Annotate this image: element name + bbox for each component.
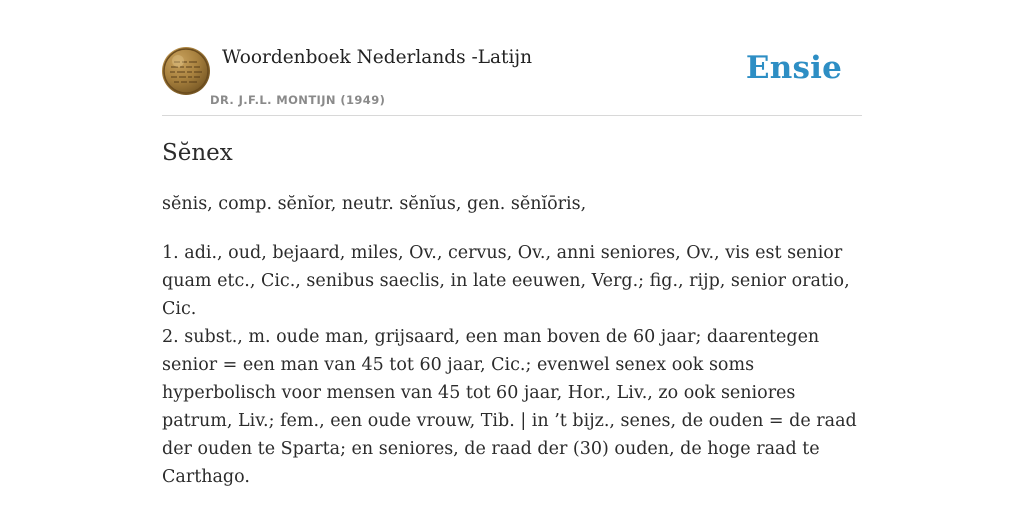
entry-definition (162, 239, 862, 491)
entry-title: Sĕnex (162, 140, 233, 166)
latin-inscription-coin-icon[interactable] (162, 47, 210, 95)
dictionary-author: DR. J.F.L. MONTIJN (1949) (210, 93, 386, 107)
definition-sense-1: 1. adi., oud, bejaard, miles, Ov., cervus, Ov., anni seniores, Ov., vis est senior quam etc., Cic., senibus saeclis, in late eeuwen, Verg.; fig., rijp, senior oratio, Cic. (162, 243, 850, 319)
dictionary-header (162, 0, 862, 116)
definition-sense-2: 2. subst., m. oude man, grijsaard, een man boven de 60 jaar; daarentegen senior = een man van 45 tot 60 jaar, Cic.; evenwel senex ook soms hyperbolisch voor mensen van 45 tot 60 jaar, Hor., Liv., zo ook seniores patrum, Liv.; fem., een oude vrouw, Tib. | in ’t bijz., senes, de ouden = de raad der ouden te Sparta; en seniores, de raad der (30) ouden, de hoge raad te Carthago. (162, 327, 857, 487)
ensie-brand-logo[interactable]: Ensie (745, 50, 842, 86)
entry-grammatical-forms: sĕnis, comp. sĕnĭor, neutr. sĕnĭus, gen. sĕnĭōris, (162, 194, 587, 214)
dictionary-entry-card (162, 0, 862, 512)
dictionary-title[interactable]: Woordenboek Nederlands -Latijn (222, 47, 533, 68)
